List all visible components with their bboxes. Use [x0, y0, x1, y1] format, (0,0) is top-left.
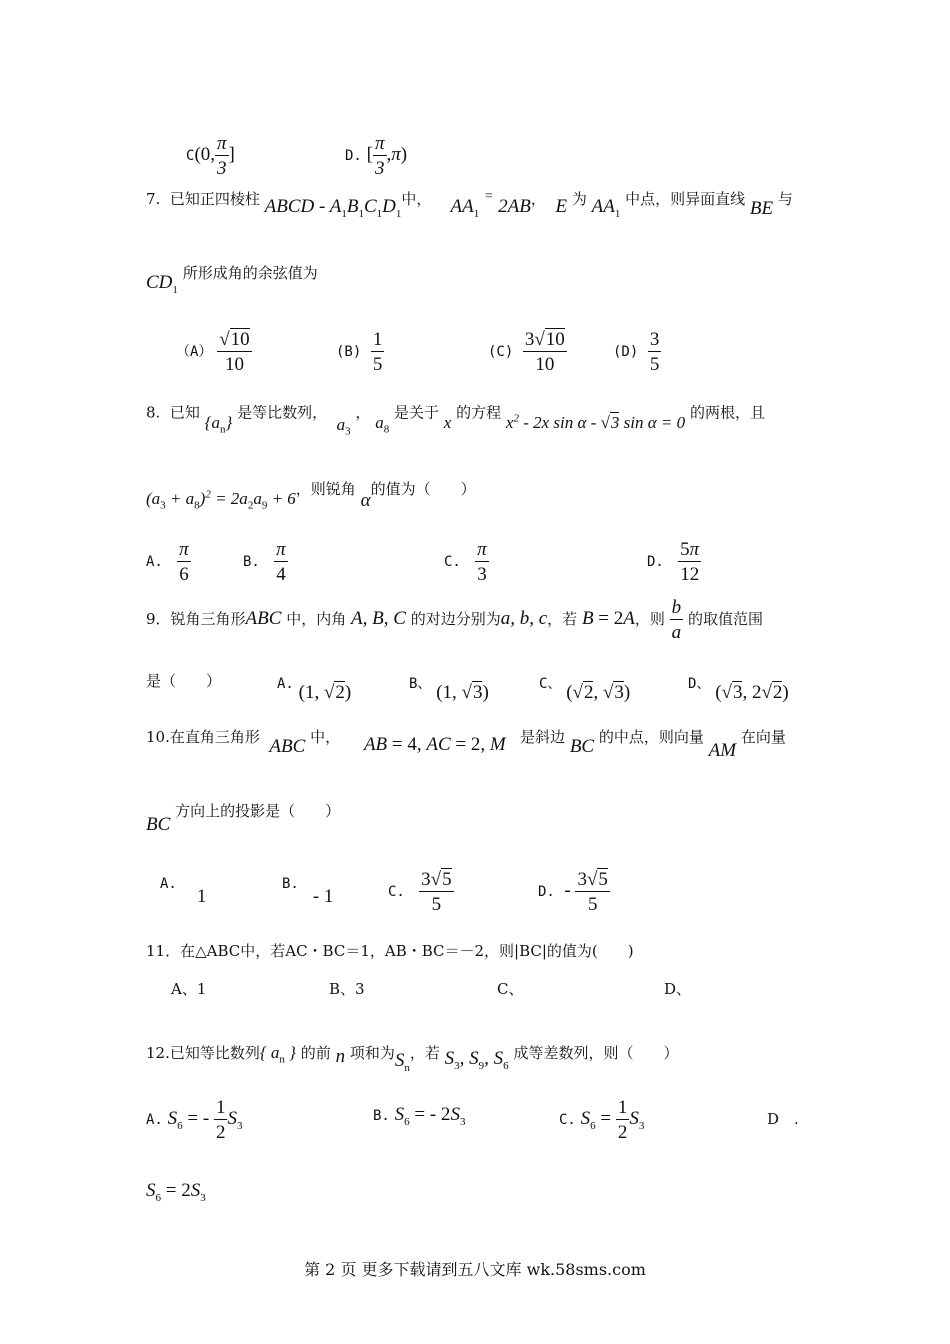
q7-line1: 7. 已知正四棱柱 ABCD - $A_1B_1C_1D_1$中， $AA_1$ = 2AB， E 为 $AA_1$ 中点，则异面直线 BE 与	[146, 189, 793, 220]
q10-option-d: D. - $\frac{3√5}{5}$	[538, 869, 608, 915]
q7-option-b: (B) $\frac{1}{5}$	[336, 329, 383, 375]
q11-line: 11．在△ABC中，若AC・BC＝1，AB・BC＝－2，则|BC|的值为( )	[146, 942, 634, 960]
q8-option-a: A. $\frac{\pi}{6}$	[146, 539, 189, 585]
q9-option-a: A. (1, √2)	[277, 676, 352, 703]
q12-option-c: C. $S_6$ = $\frac{1}{2}$ $S_3$	[559, 1097, 645, 1143]
q9-option-d: D、 (√3, 2√2)	[688, 676, 789, 703]
q12-option-a: A. $S_6$ = - $\frac{1}{2}$ $S_3$	[146, 1097, 243, 1143]
q7-option-c: (C) $\frac{3√10}{10}$	[488, 329, 565, 375]
q10-option-a: A.1	[160, 876, 207, 907]
q10-line2: BC 方向上的投影是（ ）	[146, 802, 341, 835]
q6-option-d: D. [ $\frac{\pi}{3}$ ,π)	[345, 133, 408, 179]
q12-line1: 12.已知等比数列{ $a_n$ } 的前 n 项和为$S_n$，若 $S_3$, $S_9$, $S_6$ 成等差数列，则（ ）	[146, 1043, 679, 1074]
q9-line1: 9．锐角三角形ABC 中，内角 A, B, C 的对边分别为a, b, c，若 B = 2A，则 $\frac{b}{a}$ 的取值范围	[146, 597, 763, 643]
q9-line2: 是（ ）	[146, 672, 222, 690]
q10-line1: 10.在直角三角形 ABC 中， AB = 4, AC = 2, M 是斜边 BC 的中点，则向量 AM 在向量	[146, 728, 786, 761]
q8-option-c: C. $\frac{\pi}{3}$	[444, 539, 487, 585]
q11-option-c: C、	[497, 980, 524, 998]
q11-option-b: B、3	[329, 980, 365, 998]
q12-option-d: $S_6 = 2S_3$	[146, 1180, 206, 1204]
q12-option-d-label: D .	[767, 1110, 799, 1128]
q11-option-a: A、1	[171, 980, 207, 998]
q8-option-d: D. $\frac{5\pi}{12}$	[647, 539, 700, 585]
q9-option-b: B、 (1, √3)	[409, 676, 489, 703]
q8-option-b: B. $\frac{\pi}{4}$	[243, 539, 286, 585]
q8-line2: $(a_3 + a_8)^2 = 2a_2a_9 + 6$，则锐角 α的值为（ ）	[146, 480, 476, 512]
q8-line1: 8. 已知 $\{a_n\}$ 是等比数列， $a_3$ ， $a_8$ 是关于 x 的方程 $x^2 - 2x$ sin α - √3 sin α = 0 的两根，且	[146, 403, 765, 438]
q6-option-c: C(0, $\frac{\pi}{3}$ ]	[186, 133, 235, 179]
q11-option-d: D、	[664, 980, 692, 998]
q10-option-b: B.- 1	[282, 876, 334, 907]
q12-option-b: B. $S_6$ = - $2S_3$	[373, 1104, 466, 1128]
q7-line2: $CD_1$ 所形成角的余弦值为	[146, 264, 318, 296]
q7-option-a: （A） $\frac{√10}{10}$	[176, 329, 250, 375]
q9-option-c: C、 (√2, √3)	[539, 676, 631, 703]
page-footer: 第 2 页 更多下载请到五八文库 wk.58sms.com	[304, 1260, 646, 1279]
q7-option-d: (D) $\frac{3}{5}$	[613, 329, 660, 375]
q10-option-c: C. $\frac{3√5}{5}$	[388, 869, 452, 915]
